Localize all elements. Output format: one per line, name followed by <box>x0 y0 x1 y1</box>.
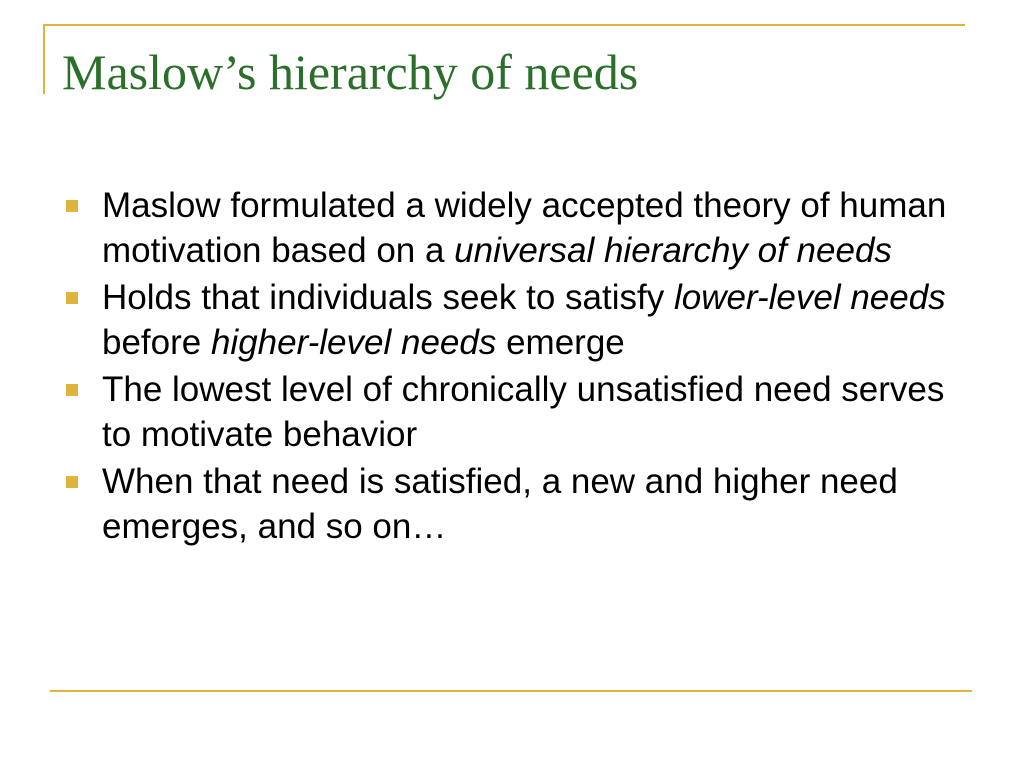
bullet-text <box>102 462 898 546</box>
bullet-item <box>66 275 966 365</box>
bullet-italic-run: universal hierarchy of needs <box>454 231 892 270</box>
slide-title: Maslow’s hierarchy of needs <box>62 44 639 100</box>
square-bullet-icon <box>66 200 78 212</box>
bullet-italic-run: higher-level needs <box>210 323 497 362</box>
bullet-item <box>66 459 966 549</box>
bullet-text <box>102 186 946 270</box>
top-divider-line <box>43 24 965 26</box>
bullet-text-run: Maslow formulated a widely accepted theory of human motivation based on a <box>102 186 947 270</box>
bullet-list <box>66 183 966 551</box>
bullet-text <box>102 278 946 362</box>
bullet-text-run: The lowest level of chronically unsatisfied need serves to motivate behavior <box>102 370 945 454</box>
square-bullet-icon <box>66 384 78 396</box>
bullet-text-run: Holds that individuals seek to satisfy <box>102 278 674 317</box>
bullet-text-run: When that need is satisfied, a new and higher need emerges, and so on… <box>102 462 898 546</box>
bullet-text-run: before <box>102 323 211 362</box>
bullet-text-run: emerge <box>496 323 625 362</box>
bottom-divider-line <box>50 690 972 692</box>
bullet-item <box>66 367 966 457</box>
square-bullet-icon <box>66 292 78 304</box>
bullet-text <box>102 370 944 454</box>
bullet-italic-run: lower-level needs <box>673 278 946 317</box>
left-accent-line <box>43 24 45 94</box>
square-bullet-icon <box>66 476 78 488</box>
bullet-item <box>66 183 966 273</box>
